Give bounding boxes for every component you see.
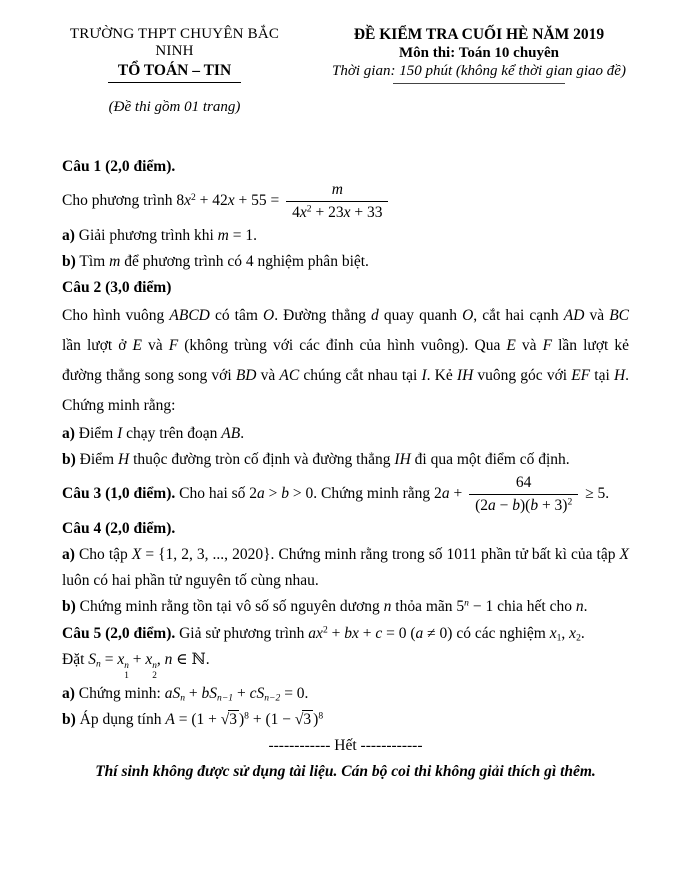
question-2-part-a: a) Điểm I chạy trên đoạn AB. [62,425,245,443]
question-4-heading: Câu 4 (2,0 điểm). [62,520,176,538]
exam-body [62,154,629,785]
exam-subject: Môn thi: Toán 10 chuyên [398,45,560,61]
question-1-part-a: a) Giải phương trình khi m = 1. [62,227,257,245]
question-2-statement: Cho hình vuông ABCD có tâm O. Đường thẳng d quay quanh O, cắt hai cạnh AD và BC lần lượt ở E và F (không trùng với các đỉnh của hình vuông). Qua E và F lần lượt kẻ đường thẳng song song với BD và AC chúng cắt nhau tại I. Kẻ IH vuông góc với EF tại H. Chứng minh rằng: [62,307,630,415]
question-1-part-b: b) Tìm m để phương trình có 4 nghiệm phân biệt. [62,253,369,271]
school-name: TRƯỜNG THPT CHUYÊN BẮC NINH [69,26,280,59]
closing-note: Thí sinh không được sử dụng tài liệu. Cán bộ coi thi không giải thích gì thêm. [95,763,596,781]
pages-note: (Đề thi gồm 01 trang) [108,99,241,115]
duration-underline [393,83,565,84]
question-1-equation: Cho phương trình $8x^2 + 42x + 55$ = $\frac{m}{4x^2 + 23x + 33}$ [62,180,629,223]
question-2-part-b: b) Điểm H thuộc đường tròn cố định và đường thẳng IH đi qua một điểm cố định. [62,451,570,469]
header-school-block [62,26,287,116]
exam-duration: Thời gian: 150 phút (không kể thời gian giao đề) [332,63,626,79]
question-5-statement: Câu 5 (2,0 điểm). Giả sử phương trình $ax^2$ + bx + c = 0 (a ≠ 0) có các nghiệm x1, x2. [62,624,585,643]
question-3-statement: Câu 3 (1,0 điểm). Cho hai số 2a > b > 0. Chứng minh rằng 2a + $\frac{64}{(2a - b)(b + 3)^2}$ ≥ 5. [62,474,610,515]
end-marker: ------------ Hết ------------ [268,737,423,755]
question-4-part-b: b) Chứng minh rằng tồn tại vô số số nguyên dương n thỏa mãn $5^n - 1$ chia hết cho n. [62,598,588,616]
question-5-part-a: a) Chứng minh: aSn + bSn−1 + cSn−2 = 0. [62,685,309,704]
question-5-definition: Đặt Sn = x n 1 + x n 2 , n ∈ ℕ. [62,650,210,681]
department-name: TỔ TOÁN – TIN [108,61,241,83]
exam-header [62,26,629,116]
question-5-part-b: b) Áp dụng tính A = (1 + √3 )$^8$ + (1 − √3 )$^8$ [62,710,324,729]
question-1-heading: Câu 1 (2,0 điểm). [62,158,176,175]
header-exam-block [329,26,629,84]
department-row [62,60,287,83]
question-4-part-a: a) Cho tập X = {1, 2, 3, ..., 2020}. Chứng minh rằng trong số 1011 phần tử bất kì của tập X luôn có hai phần tử nguyên tố cùng nhau. [62,546,629,590]
question-2-heading: Câu 2 (3,0 điểm) [62,279,172,297]
exam-title: ĐỀ KIỂM TRA CUỐI HÈ NĂM 2019 [353,26,605,43]
